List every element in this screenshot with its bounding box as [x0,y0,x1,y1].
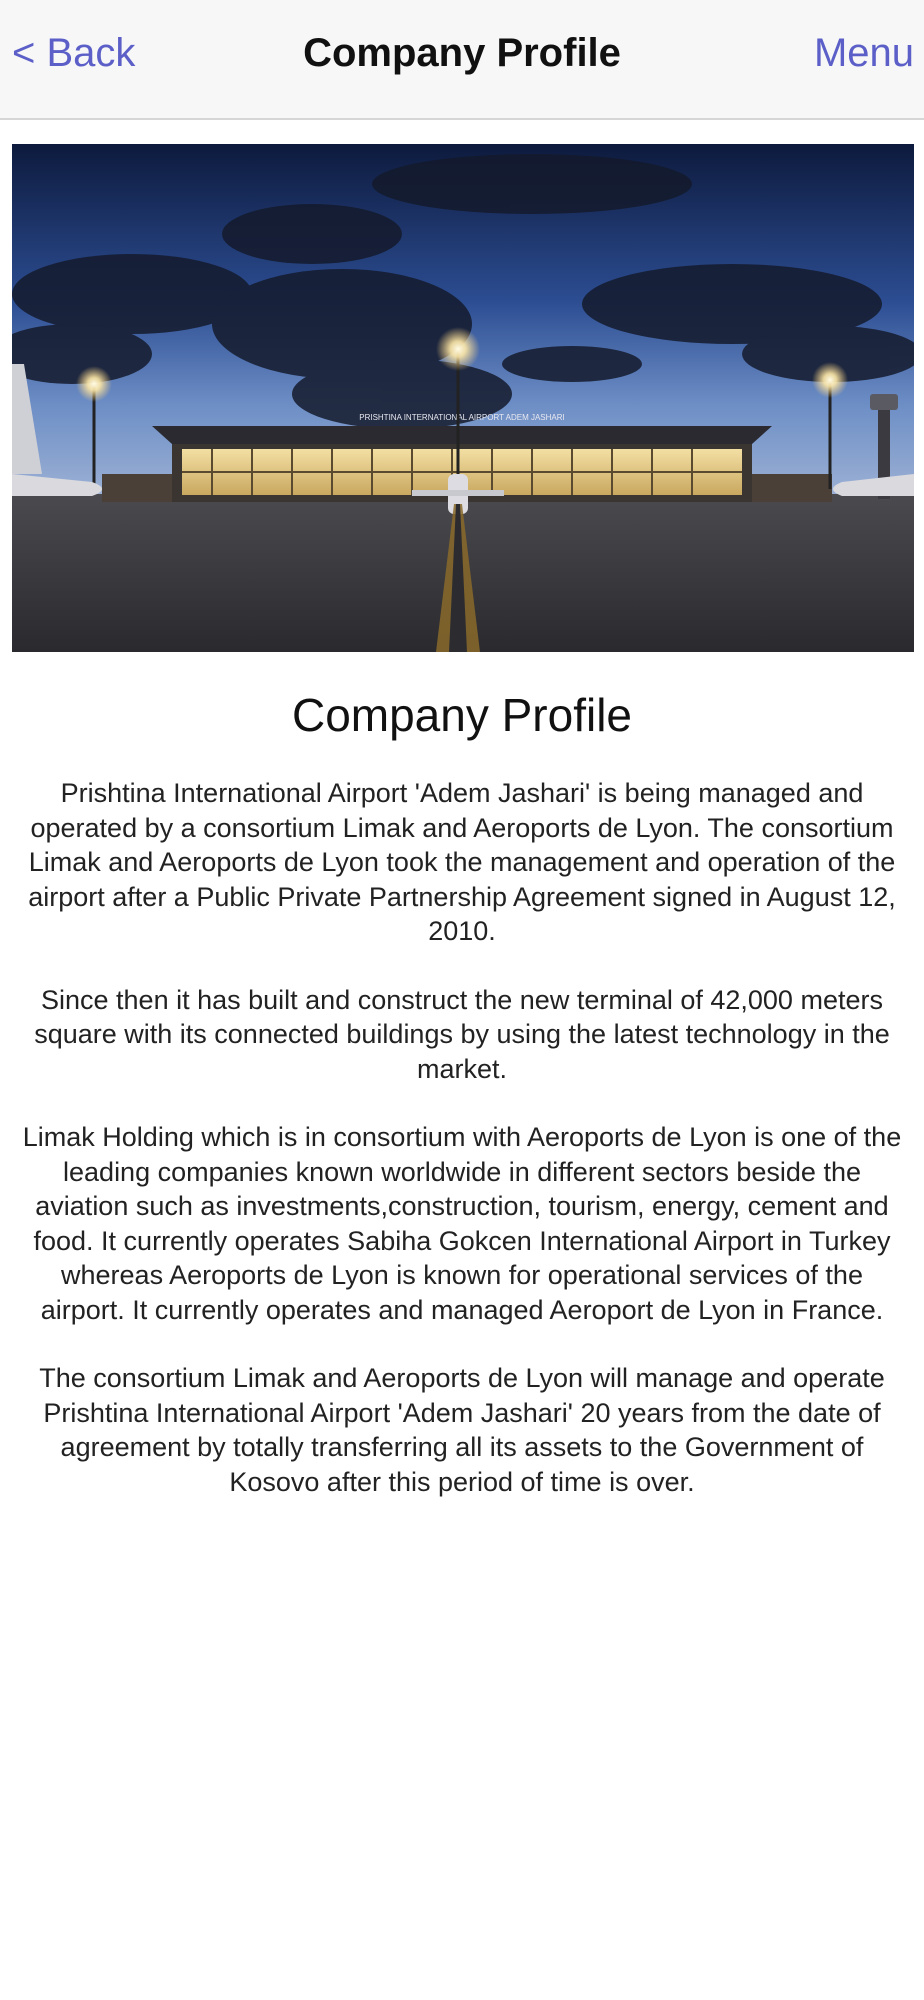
airport-terminal-photo [12,144,914,652]
paragraph-management: Prishtina International Airport 'Adem Jashari' is being managed and operated by a consortium Limak and Aeroports de Lyon. The consortium Limak and Aeroports de Lyon took the management and operation of the airport after a Public Private Partnership Agreement signed in August 12, 2010. [28,778,896,946]
menu-button[interactable]: Menu [813,31,914,75]
nav-title: Company Profile [303,31,621,75]
terminal-sign: PRISHTINA INTERNATIONAL AIRPORT ADEM JASHARI [359,413,565,422]
content-heading: Company Profile [291,689,633,741]
back-button[interactable]: < Back [12,31,136,75]
paragraph-limak-holding: Limak Holding which is in consortium with Aeroports de Lyon is one of the leading companies known worldwide in different sectors beside the aviation such as investments,construction, tourism, energy, cement and food. It currently operates Sabiha Gokcen International Airport in Turkey whereas Aeroports de Lyon is known for operational services of the airport. It currently operates and managed Aeroport de Lyon in France. [22,1122,902,1325]
navigation-bar [0,0,924,120]
paragraph-terminal: Since then it has built and construct the new terminal of 42,000 meters square with its connected buildings by using the latest technology in the market. [34,984,890,1084]
paragraph-agreement: The consortium Limak and Aeroports de Lyon will manage and operate Prishtina International Airport 'Adem Jashari' 20 years from the date of agreement by totally transferring all its assets to the Government of Kosovo after this period of time is over. [39,1363,885,1497]
company-profile-content [20,680,904,1533]
